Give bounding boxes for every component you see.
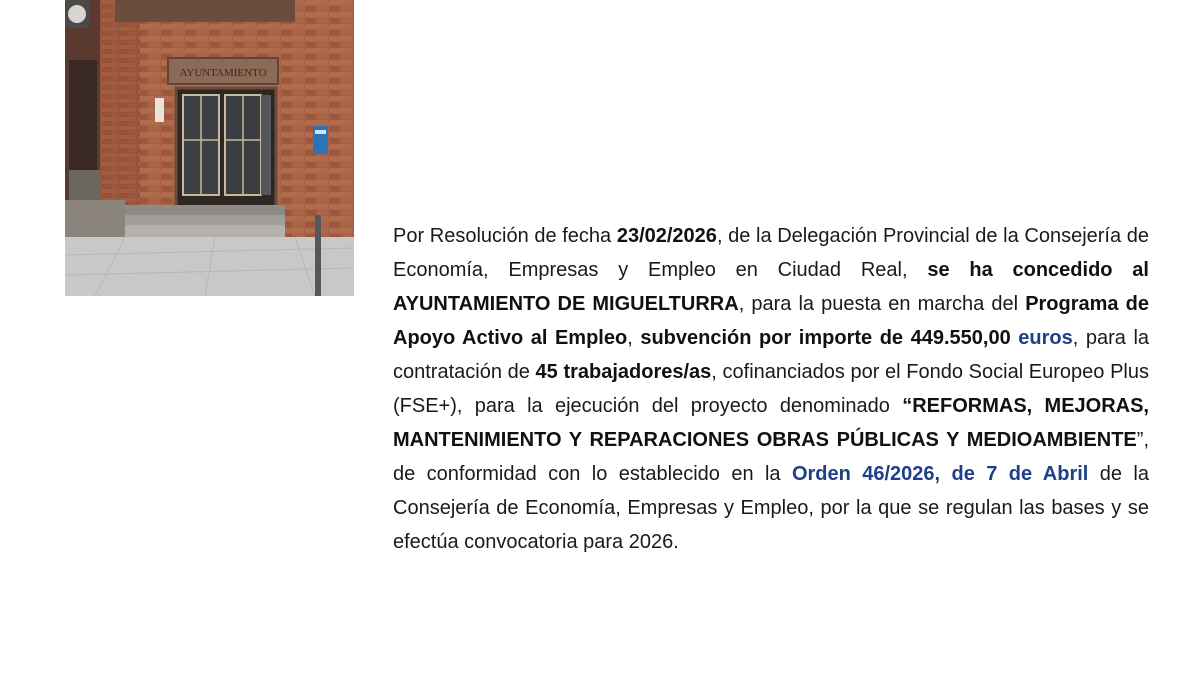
text-delegation: , de la Delegación Provincial de la Consejería de Economía, Empresas y Empleo en Ciudad Real,: [393, 225, 1150, 281]
currency-euros: euros: [1018, 327, 1073, 349]
text-hiring: , para la contratación de: [393, 327, 1150, 383]
subsidy-amount: subvención por importe de 449.550,00: [640, 327, 1011, 349]
project-name: “REFORMAS, MEJORAS, MANTENIMIENTO Y REPARACIONES OBRAS PÚBLICAS Y MEDIOAMBIENTE: [393, 395, 1149, 451]
program-name: Programa de Apoyo Activo al Empleo: [393, 293, 1149, 349]
text-closing: de la Consejería de Economía, Empresas y Empleo, por la que se regulan las bases y se efectúa convocatoria para 2026.: [393, 463, 1149, 553]
sign-text: AYUNTAMIENTO: [179, 67, 267, 79]
resolution-paragraph: [393, 219, 1149, 559]
text-comma: ,: [627, 327, 641, 349]
text-intro: Por Resolución de fecha: [393, 225, 617, 247]
text-granted-to: se ha concedido al AYUNTAMIENTO DE MIGUELTURRA: [393, 259, 1149, 315]
text-conformity: ”, de conformidad con lo establecido en la: [393, 429, 1149, 485]
text-cofinanced: , cofinanciados por el Fondo Social Europeo Plus (FSE+), para la ejecución del proyecto denominado: [393, 361, 1149, 417]
text-purpose: , para la puesta en marcha del: [738, 293, 1026, 315]
workers-count: 45 trabajadores/as: [535, 361, 712, 383]
resolution-date: 23/02/2026: [616, 225, 717, 247]
order-reference: Orden 46/2026, de 7 de Abril: [791, 463, 1089, 485]
building-photo: [65, 0, 354, 296]
